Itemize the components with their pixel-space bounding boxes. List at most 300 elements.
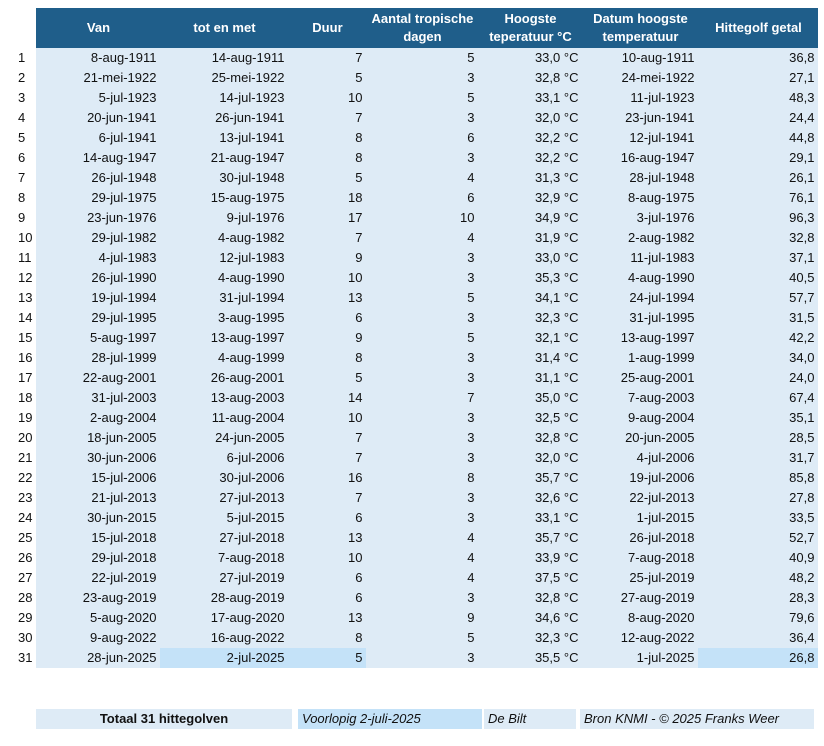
cell-hoogste-temp[interactable]: 32,0 °C (478, 448, 582, 468)
cell-tropische-dagen[interactable]: 4 (366, 228, 478, 248)
header-duur[interactable]: Duur (288, 8, 366, 48)
cell-van[interactable]: 23-jun-1976 (36, 208, 160, 228)
row-index[interactable]: 12 (0, 268, 36, 288)
cell-van[interactable]: 4-jul-1983 (36, 248, 160, 268)
cell-tot-en-met[interactable]: 26-jun-1941 (160, 108, 288, 128)
cell-tropische-dagen[interactable]: 4 (366, 168, 478, 188)
cell-hoogste-temp[interactable]: 37,5 °C (478, 568, 582, 588)
cell-hittegolf-getal[interactable]: 34,0 (698, 348, 818, 368)
cell-tropische-dagen[interactable]: 5 (366, 288, 478, 308)
cell-datum-hoogste[interactable]: 25-jul-2019 (582, 568, 698, 588)
cell-tot-en-met[interactable]: 26-aug-2001 (160, 368, 288, 388)
cell-tot-en-met[interactable]: 2-jul-2025 (160, 648, 288, 668)
cell-datum-hoogste[interactable]: 25-aug-2001 (582, 368, 698, 388)
cell-hittegolf-getal[interactable]: 48,2 (698, 568, 818, 588)
cell-hoogste-temp[interactable]: 32,8 °C (478, 68, 582, 88)
footer-source[interactable]: Bron KNMI - © 2025 Franks Weer (580, 709, 814, 729)
cell-tropische-dagen[interactable]: 4 (366, 568, 478, 588)
cell-duur[interactable]: 8 (288, 628, 366, 648)
cell-datum-hoogste[interactable]: 8-aug-2020 (582, 608, 698, 628)
cell-tropische-dagen[interactable]: 3 (366, 308, 478, 328)
header-row (0, 8, 818, 48)
cell-tropische-dagen[interactable]: 6 (366, 128, 478, 148)
cell-van[interactable]: 28-jun-2025 (36, 648, 160, 668)
table-row (0, 588, 818, 608)
cell-duur[interactable]: 10 (288, 548, 366, 568)
table-row (0, 648, 818, 668)
cell-datum-hoogste[interactable]: 22-jul-2013 (582, 488, 698, 508)
cell-tot-en-met[interactable]: 16-aug-2022 (160, 628, 288, 648)
row-index[interactable]: 6 (0, 148, 36, 168)
table-row (0, 148, 818, 168)
cell-tot-en-met[interactable]: 15-aug-1975 (160, 188, 288, 208)
cell-tot-en-met[interactable]: 25-mei-1922 (160, 68, 288, 88)
cell-tot-en-met[interactable]: 9-jul-1976 (160, 208, 288, 228)
row-index[interactable]: 8 (0, 188, 36, 208)
table-row (0, 428, 818, 448)
cell-datum-hoogste[interactable]: 1-jul-2015 (582, 508, 698, 528)
cell-hittegolf-getal[interactable]: 37,1 (698, 248, 818, 268)
table-row (0, 68, 818, 88)
cell-tropische-dagen[interactable]: 5 (366, 328, 478, 348)
cell-hoogste-temp[interactable]: 31,1 °C (478, 368, 582, 388)
cell-datum-hoogste[interactable]: 19-jul-2006 (582, 468, 698, 488)
cell-van[interactable]: 15-jul-2018 (36, 528, 160, 548)
row-index[interactable]: 20 (0, 428, 36, 448)
cell-duur[interactable]: 8 (288, 148, 366, 168)
cell-hittegolf-getal[interactable]: 48,3 (698, 88, 818, 108)
header-van[interactable]: Van (36, 8, 160, 48)
cell-tropische-dagen[interactable]: 3 (366, 508, 478, 528)
row-index[interactable]: 17 (0, 368, 36, 388)
cell-hittegolf-getal[interactable]: 40,5 (698, 268, 818, 288)
cell-tropische-dagen[interactable]: 3 (366, 488, 478, 508)
cell-duur[interactable]: 17 (288, 208, 366, 228)
cell-duur[interactable]: 6 (288, 508, 366, 528)
cell-hoogste-temp[interactable]: 32,8 °C (478, 428, 582, 448)
row-index[interactable]: 4 (0, 108, 36, 128)
table-row (0, 108, 818, 128)
row-index[interactable]: 2 (0, 68, 36, 88)
cell-datum-hoogste[interactable]: 20-jun-2005 (582, 428, 698, 448)
cell-van[interactable]: 5-aug-1997 (36, 328, 160, 348)
cell-duur[interactable]: 7 (288, 488, 366, 508)
cell-hittegolf-getal[interactable]: 32,8 (698, 228, 818, 248)
cell-datum-hoogste[interactable]: 12-aug-2022 (582, 628, 698, 648)
cell-duur[interactable]: 6 (288, 568, 366, 588)
cell-hittegolf-getal[interactable]: 24,0 (698, 368, 818, 388)
cell-hittegolf-getal[interactable]: 67,4 (698, 388, 818, 408)
cell-duur[interactable]: 7 (288, 228, 366, 248)
cell-hittegolf-getal[interactable]: 28,3 (698, 588, 818, 608)
table-row (0, 228, 818, 248)
cell-van[interactable]: 21-mei-1922 (36, 68, 160, 88)
cell-tot-en-met[interactable]: 14-jul-1923 (160, 88, 288, 108)
cell-hoogste-temp[interactable]: 32,8 °C (478, 588, 582, 608)
row-index[interactable]: 26 (0, 548, 36, 568)
cell-van[interactable]: 29-jul-1982 (36, 228, 160, 248)
row-index[interactable]: 27 (0, 568, 36, 588)
table-body (0, 48, 818, 668)
cell-tot-en-met[interactable]: 27-jul-2018 (160, 528, 288, 548)
cell-hittegolf-getal[interactable]: 33,5 (698, 508, 818, 528)
cell-tropische-dagen[interactable]: 3 (366, 648, 478, 668)
cell-datum-hoogste[interactable]: 1-aug-1999 (582, 348, 698, 368)
cell-van[interactable]: 5-aug-2020 (36, 608, 160, 628)
header-tropische-dagen[interactable] (366, 8, 478, 48)
cell-datum-hoogste[interactable]: 7-aug-2018 (582, 548, 698, 568)
row-index[interactable]: 16 (0, 348, 36, 368)
cell-van[interactable]: 26-jul-1990 (36, 268, 160, 288)
cell-tropische-dagen[interactable]: 5 (366, 628, 478, 648)
cell-datum-hoogste[interactable]: 8-aug-1975 (582, 188, 698, 208)
cell-datum-hoogste[interactable]: 11-jul-1923 (582, 88, 698, 108)
row-index[interactable]: 1 (0, 48, 36, 68)
table-row (0, 448, 818, 468)
cell-datum-hoogste[interactable]: 3-jul-1976 (582, 208, 698, 228)
cell-duur[interactable]: 9 (288, 248, 366, 268)
cell-hoogste-temp[interactable]: 31,4 °C (478, 348, 582, 368)
row-index[interactable]: 15 (0, 328, 36, 348)
cell-van[interactable]: 26-jul-1948 (36, 168, 160, 188)
row-index[interactable]: 21 (0, 448, 36, 468)
cell-van[interactable]: 18-jun-2005 (36, 428, 160, 448)
cell-hittegolf-getal[interactable]: 52,7 (698, 528, 818, 548)
cell-hittegolf-getal[interactable]: 96,3 (698, 208, 818, 228)
cell-datum-hoogste[interactable]: 24-mei-1922 (582, 68, 698, 88)
table-row (0, 488, 818, 508)
cell-duur[interactable]: 8 (288, 128, 366, 148)
cell-van[interactable]: 23-aug-2019 (36, 588, 160, 608)
table-row (0, 48, 818, 68)
cell-tropische-dagen[interactable]: 3 (366, 248, 478, 268)
header-datum-line1: Datum hoogste (593, 11, 688, 26)
footer-total[interactable]: Totaal 31 hittegolven (36, 709, 292, 729)
header-hoogste-line1: Hoogste (504, 11, 557, 26)
cell-hoogste-temp[interactable]: 32,1 °C (478, 328, 582, 348)
cell-tot-en-met[interactable]: 11-aug-2004 (160, 408, 288, 428)
row-index[interactable]: 3 (0, 88, 36, 108)
header-datum-hoogste[interactable] (582, 8, 698, 48)
row-index[interactable]: 25 (0, 528, 36, 548)
cell-duur[interactable]: 8 (288, 348, 366, 368)
cell-tropische-dagen[interactable]: 9 (366, 608, 478, 628)
cell-datum-hoogste[interactable]: 2-aug-1982 (582, 228, 698, 248)
table-row (0, 608, 818, 628)
cell-tot-en-met[interactable]: 3-aug-1995 (160, 308, 288, 328)
header-hoogste-line2: teperatuur °C (489, 29, 572, 44)
cell-van[interactable]: 6-jul-1941 (36, 128, 160, 148)
table-row (0, 308, 818, 328)
cell-tropische-dagen[interactable]: 3 (366, 108, 478, 128)
cell-hoogste-temp[interactable]: 32,5 °C (478, 408, 582, 428)
cell-tropische-dagen[interactable]: 8 (366, 468, 478, 488)
row-index[interactable]: 29 (0, 608, 36, 628)
row-index[interactable]: 11 (0, 248, 36, 268)
cell-hittegolf-getal[interactable]: 42,2 (698, 328, 818, 348)
row-index[interactable]: 18 (0, 388, 36, 408)
cell-hoogste-temp[interactable]: 31,9 °C (478, 228, 582, 248)
cell-hoogste-temp[interactable]: 34,6 °C (478, 608, 582, 628)
cell-hoogste-temp[interactable]: 35,7 °C (478, 528, 582, 548)
row-index[interactable]: 31 (0, 648, 36, 668)
cell-duur[interactable]: 10 (288, 88, 366, 108)
cell-van[interactable]: 28-jul-1999 (36, 348, 160, 368)
footer-provisional[interactable]: Voorlopig 2-juli-2025 (298, 709, 482, 729)
cell-duur[interactable]: 5 (288, 368, 366, 388)
cell-tot-en-met[interactable]: 12-jul-1983 (160, 248, 288, 268)
cell-hittegolf-getal[interactable]: 36,8 (698, 48, 818, 68)
cell-hoogste-temp[interactable]: 33,1 °C (478, 88, 582, 108)
cell-tot-en-met[interactable]: 14-aug-1911 (160, 48, 288, 68)
cell-datum-hoogste[interactable]: 26-jul-2018 (582, 528, 698, 548)
cell-duur[interactable]: 5 (288, 168, 366, 188)
table-row (0, 88, 818, 108)
cell-duur[interactable]: 6 (288, 588, 366, 608)
cell-tropische-dagen[interactable]: 3 (366, 348, 478, 368)
header-corner (0, 8, 36, 48)
cell-tot-en-met[interactable]: 30-jul-2006 (160, 468, 288, 488)
cell-hoogste-temp[interactable]: 32,0 °C (478, 108, 582, 128)
table-row (0, 268, 818, 288)
table-row (0, 408, 818, 428)
cell-datum-hoogste[interactable]: 12-jul-1941 (582, 128, 698, 148)
cell-duur[interactable]: 18 (288, 188, 366, 208)
cell-van[interactable]: 9-aug-2022 (36, 628, 160, 648)
cell-datum-hoogste[interactable]: 4-jul-2006 (582, 448, 698, 468)
table-row (0, 528, 818, 548)
cell-datum-hoogste[interactable]: 1-jul-2025 (582, 648, 698, 668)
cell-hittegolf-getal[interactable]: 28,5 (698, 428, 818, 448)
cell-hittegolf-getal[interactable]: 27,1 (698, 68, 818, 88)
cell-hittegolf-getal[interactable]: 40,9 (698, 548, 818, 568)
cell-datum-hoogste[interactable]: 24-jul-1994 (582, 288, 698, 308)
cell-tropische-dagen[interactable]: 3 (366, 368, 478, 388)
cell-tot-en-met[interactable]: 28-aug-2019 (160, 588, 288, 608)
header-tropische-line1: Aantal tropische (371, 11, 474, 26)
cell-tot-en-met[interactable]: 13-aug-1997 (160, 328, 288, 348)
cell-tropische-dagen[interactable]: 3 (366, 448, 478, 468)
cell-hoogste-temp[interactable]: 32,2 °C (478, 148, 582, 168)
cell-tropische-dagen[interactable]: 10 (366, 208, 478, 228)
cell-tropische-dagen[interactable]: 3 (366, 428, 478, 448)
header-hittegolf-getal[interactable]: Hittegolf getal (698, 8, 818, 48)
cell-duur[interactable]: 5 (288, 68, 366, 88)
cell-hoogste-temp[interactable]: 33,0 °C (478, 248, 582, 268)
cell-duur[interactable]: 7 (288, 448, 366, 468)
cell-tot-en-met[interactable]: 27-jul-2013 (160, 488, 288, 508)
cell-van[interactable]: 30-jun-2006 (36, 448, 160, 468)
cell-duur[interactable]: 5 (288, 648, 366, 668)
cell-tropische-dagen[interactable]: 6 (366, 188, 478, 208)
cell-van[interactable]: 22-aug-2001 (36, 368, 160, 388)
cell-datum-hoogste[interactable]: 28-jul-1948 (582, 168, 698, 188)
table-row (0, 508, 818, 528)
cell-van[interactable]: 20-jun-1941 (36, 108, 160, 128)
cell-datum-hoogste[interactable]: 27-aug-2019 (582, 588, 698, 608)
row-index[interactable]: 24 (0, 508, 36, 528)
cell-hittegolf-getal[interactable]: 44,8 (698, 128, 818, 148)
cell-hoogste-temp[interactable]: 32,6 °C (478, 488, 582, 508)
cell-tropische-dagen[interactable]: 4 (366, 548, 478, 568)
cell-hittegolf-getal[interactable]: 76,1 (698, 188, 818, 208)
cell-duur[interactable]: 16 (288, 468, 366, 488)
cell-van[interactable]: 31-jul-2003 (36, 388, 160, 408)
cell-hoogste-temp[interactable]: 33,1 °C (478, 508, 582, 528)
table-row (0, 548, 818, 568)
table-row (0, 368, 818, 388)
cell-hittegolf-getal[interactable]: 26,8 (698, 648, 818, 668)
table-row (0, 208, 818, 228)
cell-tropische-dagen[interactable]: 3 (366, 268, 478, 288)
row-index[interactable]: 7 (0, 168, 36, 188)
cell-tropische-dagen[interactable]: 7 (366, 388, 478, 408)
cell-tot-en-met[interactable]: 6-jul-2006 (160, 448, 288, 468)
cell-tot-en-met[interactable]: 21-aug-1947 (160, 148, 288, 168)
cell-tropische-dagen[interactable]: 3 (366, 68, 478, 88)
cell-van[interactable]: 29-jul-1995 (36, 308, 160, 328)
table-row (0, 568, 818, 588)
cell-van[interactable]: 5-jul-1923 (36, 88, 160, 108)
cell-datum-hoogste[interactable]: 23-jun-1941 (582, 108, 698, 128)
cell-tot-en-met[interactable]: 27-jul-2019 (160, 568, 288, 588)
cell-tropische-dagen[interactable]: 3 (366, 588, 478, 608)
table-row (0, 328, 818, 348)
row-index[interactable]: 5 (0, 128, 36, 148)
cell-hoogste-temp[interactable]: 32,9 °C (478, 188, 582, 208)
cell-duur[interactable]: 14 (288, 388, 366, 408)
cell-van[interactable]: 2-aug-2004 (36, 408, 160, 428)
cell-datum-hoogste[interactable]: 10-aug-1911 (582, 48, 698, 68)
cell-hittegolf-getal[interactable]: 36,4 (698, 628, 818, 648)
cell-hoogste-temp[interactable]: 35,5 °C (478, 648, 582, 668)
table-row (0, 388, 818, 408)
table-row (0, 288, 818, 308)
cell-tropische-dagen[interactable]: 4 (366, 528, 478, 548)
cell-tot-en-met[interactable]: 13-aug-2003 (160, 388, 288, 408)
cell-datum-hoogste[interactable]: 13-aug-1997 (582, 328, 698, 348)
cell-van[interactable]: 8-aug-1911 (36, 48, 160, 68)
table-row (0, 468, 818, 488)
cell-tot-en-met[interactable]: 30-jul-1948 (160, 168, 288, 188)
table-row (0, 168, 818, 188)
cell-hoogste-temp[interactable]: 35,3 °C (478, 268, 582, 288)
cell-tot-en-met[interactable]: 13-jul-1941 (160, 128, 288, 148)
cell-duur[interactable]: 13 (288, 608, 366, 628)
table-row (0, 248, 818, 268)
row-index[interactable]: 14 (0, 308, 36, 328)
cell-hoogste-temp[interactable]: 34,9 °C (478, 208, 582, 228)
header-tot-en-met[interactable]: tot en met (160, 8, 288, 48)
cell-tot-en-met[interactable]: 4-aug-1982 (160, 228, 288, 248)
cell-duur[interactable]: 13 (288, 528, 366, 548)
cell-van[interactable]: 15-jul-2006 (36, 468, 160, 488)
row-index[interactable]: 23 (0, 488, 36, 508)
cell-tot-en-met[interactable]: 4-aug-1999 (160, 348, 288, 368)
cell-hittegolf-getal[interactable]: 27,8 (698, 488, 818, 508)
cell-tot-en-met[interactable]: 7-aug-2018 (160, 548, 288, 568)
cell-datum-hoogste[interactable]: 4-aug-1990 (582, 268, 698, 288)
cell-van[interactable]: 21-jul-2013 (36, 488, 160, 508)
header-datum-line2: temperatuur (602, 29, 679, 44)
cell-van[interactable]: 29-jul-2018 (36, 548, 160, 568)
cell-datum-hoogste[interactable]: 11-jul-1983 (582, 248, 698, 268)
cell-van[interactable]: 22-jul-2019 (36, 568, 160, 588)
cell-tot-en-met[interactable]: 24-jun-2005 (160, 428, 288, 448)
cell-duur[interactable]: 10 (288, 268, 366, 288)
cell-hittegolf-getal[interactable]: 31,5 (698, 308, 818, 328)
row-index[interactable]: 10 (0, 228, 36, 248)
cell-duur[interactable]: 10 (288, 408, 366, 428)
table-row (0, 128, 818, 148)
cell-duur[interactable]: 7 (288, 428, 366, 448)
cell-datum-hoogste[interactable]: 16-aug-1947 (582, 148, 698, 168)
row-index[interactable]: 22 (0, 468, 36, 488)
cell-datum-hoogste[interactable]: 7-aug-2003 (582, 388, 698, 408)
cell-duur[interactable]: 13 (288, 288, 366, 308)
cell-hittegolf-getal[interactable]: 24,4 (698, 108, 818, 128)
cell-tot-en-met[interactable]: 5-jul-2015 (160, 508, 288, 528)
cell-van[interactable]: 14-aug-1947 (36, 148, 160, 168)
cell-datum-hoogste[interactable]: 9-aug-2004 (582, 408, 698, 428)
cell-tropische-dagen[interactable]: 5 (366, 48, 478, 68)
footer-place[interactable]: De Bilt (484, 709, 576, 729)
cell-hoogste-temp[interactable]: 32,3 °C (478, 628, 582, 648)
cell-hittegolf-getal[interactable]: 35,1 (698, 408, 818, 428)
cell-van[interactable]: 30-jun-2015 (36, 508, 160, 528)
cell-hittegolf-getal[interactable]: 85,8 (698, 468, 818, 488)
cell-hoogste-temp[interactable]: 33,0 °C (478, 48, 582, 68)
cell-tropische-dagen[interactable]: 3 (366, 408, 478, 428)
cell-hittegolf-getal[interactable]: 26,1 (698, 168, 818, 188)
cell-hoogste-temp[interactable]: 35,0 °C (478, 388, 582, 408)
cell-hoogste-temp[interactable]: 33,9 °C (478, 548, 582, 568)
cell-hittegolf-getal[interactable]: 57,7 (698, 288, 818, 308)
row-index[interactable]: 19 (0, 408, 36, 428)
cell-hittegolf-getal[interactable]: 31,7 (698, 448, 818, 468)
cell-datum-hoogste[interactable]: 31-jul-1995 (582, 308, 698, 328)
cell-hittegolf-getal[interactable]: 79,6 (698, 608, 818, 628)
row-index[interactable]: 9 (0, 208, 36, 228)
cell-duur[interactable]: 9 (288, 328, 366, 348)
cell-van[interactable]: 29-jul-1975 (36, 188, 160, 208)
cell-hoogste-temp[interactable]: 35,7 °C (478, 468, 582, 488)
cell-hoogste-temp[interactable]: 34,1 °C (478, 288, 582, 308)
header-tropische-line2: dagen (403, 29, 442, 44)
table-row (0, 188, 818, 208)
cell-tropische-dagen[interactable]: 5 (366, 88, 478, 108)
cell-hittegolf-getal[interactable]: 29,1 (698, 148, 818, 168)
row-index[interactable]: 30 (0, 628, 36, 648)
cell-tot-en-met[interactable]: 4-aug-1990 (160, 268, 288, 288)
heatwave-table (0, 8, 818, 668)
cell-hoogste-temp[interactable]: 32,3 °C (478, 308, 582, 328)
cell-tot-en-met[interactable]: 17-aug-2020 (160, 608, 288, 628)
cell-tot-en-met[interactable]: 31-jul-1994 (160, 288, 288, 308)
cell-duur[interactable]: 7 (288, 48, 366, 68)
cell-hoogste-temp[interactable]: 32,2 °C (478, 128, 582, 148)
table-row (0, 628, 818, 648)
table-row (0, 348, 818, 368)
cell-hoogste-temp[interactable]: 31,3 °C (478, 168, 582, 188)
cell-duur[interactable]: 6 (288, 308, 366, 328)
cell-duur[interactable]: 7 (288, 108, 366, 128)
cell-van[interactable]: 19-jul-1994 (36, 288, 160, 308)
cell-tropische-dagen[interactable]: 3 (366, 148, 478, 168)
row-index[interactable]: 28 (0, 588, 36, 608)
row-index[interactable]: 13 (0, 288, 36, 308)
header-hoogste-temp[interactable] (478, 8, 582, 48)
